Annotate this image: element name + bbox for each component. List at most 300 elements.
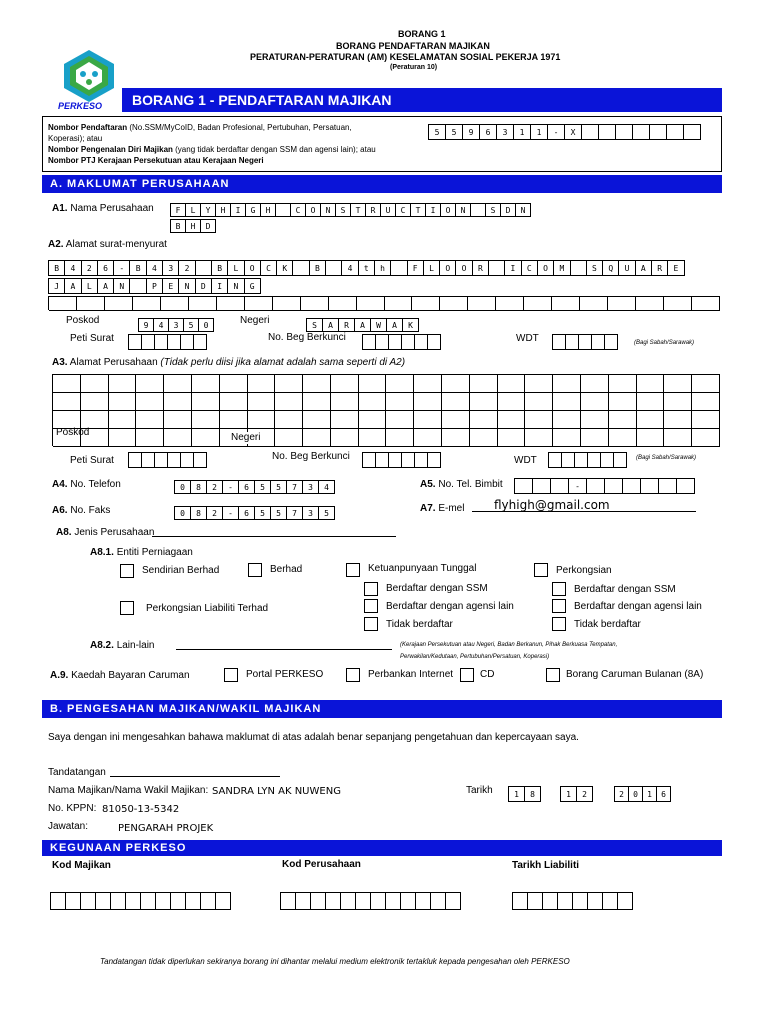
grid-cell[interactable] [664,429,692,447]
signature-underline[interactable] [110,776,280,777]
grid-cell[interactable] [273,297,301,311]
char-cell[interactable]: 5 [254,506,271,520]
grid-cell[interactable] [303,429,331,447]
char-cell[interactable]: 5 [254,480,271,494]
char-cell[interactable] [280,892,296,910]
char-cell[interactable]: 6 [238,506,255,520]
char-cell[interactable] [140,892,156,910]
char-cell[interactable] [154,334,168,350]
char-cell[interactable] [604,478,623,494]
char-cell[interactable] [586,478,605,494]
grid-cell[interactable] [248,375,276,393]
agensi1-checkbox[interactable] [364,599,378,613]
grid-cell[interactable] [412,297,440,311]
char-cell[interactable]: O [537,260,554,276]
grid-cell[interactable] [329,297,357,311]
grid-cell[interactable] [331,393,359,411]
char-cell[interactable]: R [472,260,489,276]
char-cell[interactable] [155,892,171,910]
char-cell[interactable]: Q [602,260,619,276]
email-value[interactable]: flyhigh@gmail.com [494,498,610,512]
grid-cell[interactable] [498,429,526,447]
grid-cell[interactable] [192,375,220,393]
char-cell[interactable]: R [651,260,668,276]
char-cell[interactable]: B [309,260,326,276]
char-cell[interactable]: H [185,219,201,233]
grid-cell[interactable] [164,393,192,411]
char-cell[interactable]: O [439,260,456,276]
char-cell[interactable]: N [227,278,244,294]
grid-cell[interactable] [525,393,553,411]
char-cell[interactable] [542,892,558,910]
char-cell[interactable] [676,478,695,494]
char-cell[interactable]: S [586,260,603,276]
perbankan-internet-checkbox[interactable] [346,668,360,682]
char-cell[interactable] [167,334,181,350]
grid-cell[interactable] [53,375,81,393]
char-cell[interactable] [602,892,618,910]
char-cell[interactable] [666,124,684,140]
char-cell[interactable]: B [170,219,186,233]
grid-cell[interactable] [136,429,164,447]
grid-cell[interactable] [192,429,220,447]
char-cell[interactable]: S [485,203,501,217]
char-cell[interactable] [572,892,588,910]
grid-cell[interactable] [470,411,498,429]
char-cell[interactable]: 6 [479,124,497,140]
char-cell[interactable] [598,124,616,140]
char-cell[interactable]: 5 [270,506,287,520]
grid-cell[interactable] [248,411,276,429]
grid-cell[interactable] [136,393,164,411]
char-cell[interactable]: O [440,203,456,217]
char-cell[interactable]: D [200,219,216,233]
char-cell[interactable] [65,892,81,910]
char-cell[interactable] [388,334,402,350]
char-cell[interactable]: 3 [162,260,179,276]
grid-cell[interactable] [109,411,137,429]
char-cell[interactable]: 1 [642,786,657,802]
char-cell[interactable]: 1 [508,786,525,802]
grid-cell[interactable] [553,393,581,411]
grid-cell[interactable] [220,411,248,429]
grid-cell[interactable] [470,429,498,447]
grid-cell[interactable] [109,375,137,393]
char-cell[interactable]: E [667,260,684,276]
char-cell[interactable] [649,124,667,140]
sendirian-berhad-checkbox[interactable] [120,564,134,578]
char-cell[interactable]: 0 [198,318,214,332]
char-cell[interactable] [414,334,428,350]
char-cell[interactable]: 6 [656,786,671,802]
char-cell[interactable] [587,452,601,468]
char-cell[interactable] [570,260,587,276]
char-cell[interactable] [215,892,231,910]
char-cell[interactable] [128,334,142,350]
char-cell[interactable]: L [81,278,98,294]
grid-cell[interactable] [359,375,387,393]
wdt-cells[interactable] [552,334,618,348]
char-cell[interactable] [561,452,575,468]
char-cell[interactable]: T [410,203,426,217]
char-cell[interactable] [80,892,96,910]
fax-cells[interactable] [174,506,335,520]
char-cell[interactable]: P [146,278,163,294]
grid-cell[interactable] [248,393,276,411]
tarikh-liabiliti-cells[interactable] [512,892,633,908]
char-cell[interactable]: - [222,506,239,520]
grid-cell[interactable] [386,393,414,411]
char-cell[interactable] [340,892,356,910]
grid-cell[interactable] [664,411,692,429]
grid-cell[interactable] [525,411,553,429]
char-cell[interactable] [445,892,461,910]
grid-cell[interactable] [609,429,637,447]
char-cell[interactable] [632,124,650,140]
grid-cell[interactable] [580,297,608,311]
char-cell[interactable] [310,892,326,910]
grid-cell[interactable] [53,393,81,411]
grid-cell[interactable] [105,297,133,311]
grid-cell[interactable] [525,429,553,447]
char-cell[interactable]: T [350,203,366,217]
char-cell[interactable] [180,334,194,350]
address-row2[interactable] [48,278,261,292]
agensi2-checkbox[interactable] [552,599,566,613]
char-cell[interactable]: h [374,260,391,276]
char-cell[interactable]: N [113,278,130,294]
char-cell[interactable]: A [64,278,81,294]
char-cell[interactable] [548,452,562,468]
poskod-cells[interactable] [138,318,214,332]
char-cell[interactable] [565,334,579,350]
char-cell[interactable] [125,892,141,910]
char-cell[interactable] [427,452,441,468]
char-cell[interactable]: t [358,260,375,276]
grid-cell[interactable] [220,393,248,411]
char-cell[interactable] [154,452,168,468]
kod-perusahaan-cells[interactable] [280,892,461,908]
char-cell[interactable]: 1 [530,124,548,140]
char-cell[interactable] [600,452,614,468]
char-cell[interactable]: F [170,203,186,217]
grid-cell[interactable] [109,393,137,411]
grid-cell[interactable] [637,411,665,429]
char-cell[interactable] [470,203,486,217]
char-cell[interactable]: A [635,260,652,276]
grid-cell[interactable] [692,429,720,447]
grid-cell[interactable] [245,297,273,311]
char-cell[interactable]: 7 [286,506,303,520]
char-cell[interactable]: F [407,260,424,276]
char-cell[interactable] [550,478,569,494]
grid-cell[interactable] [442,393,470,411]
char-cell[interactable]: 8 [524,786,541,802]
char-cell[interactable] [617,892,633,910]
char-cell[interactable]: 6 [97,260,114,276]
grid-cell[interactable] [692,411,720,429]
grid-cell[interactable] [414,375,442,393]
char-cell[interactable] [527,892,543,910]
tidak1-checkbox[interactable] [364,617,378,631]
char-cell[interactable] [95,892,111,910]
grid-cell[interactable] [303,375,331,393]
char-cell[interactable]: H [215,203,231,217]
char-cell[interactable] [552,334,566,350]
char-cell[interactable] [512,892,528,910]
grid-cell[interactable] [77,297,105,311]
grid-cell[interactable] [498,411,526,429]
char-cell[interactable] [488,260,505,276]
char-cell[interactable]: 1 [513,124,531,140]
char-cell[interactable]: 3 [302,506,319,520]
char-cell[interactable] [170,892,186,910]
char-cell[interactable] [167,452,181,468]
grid-cell[interactable] [440,297,468,311]
grid-cell[interactable] [581,375,609,393]
char-cell[interactable]: K [276,260,293,276]
grid-cell[interactable] [498,393,526,411]
char-cell[interactable] [50,892,66,910]
char-cell[interactable] [295,892,311,910]
char-cell[interactable]: 4 [318,480,335,494]
char-cell[interactable]: A [322,318,339,332]
grid-cell[interactable] [442,429,470,447]
grid-cell[interactable] [442,375,470,393]
char-cell[interactable] [292,260,309,276]
grid-cell[interactable] [608,297,636,311]
char-cell[interactable]: 4 [153,318,169,332]
grid-cell[interactable] [164,375,192,393]
grid-cell[interactable] [386,375,414,393]
grid-cell[interactable] [609,393,637,411]
char-cell[interactable]: 5 [270,480,287,494]
grid-cell[interactable] [637,375,665,393]
char-cell[interactable] [658,478,677,494]
char-cell[interactable] [578,334,592,350]
grid-cell[interactable] [414,411,442,429]
address-row1[interactable] [48,260,685,274]
grid-cell[interactable] [581,429,609,447]
grid-cell[interactable] [161,297,189,311]
grid-cell[interactable] [275,393,303,411]
grid-cell[interactable] [553,375,581,393]
char-cell[interactable]: 7 [286,480,303,494]
grid-cell[interactable] [192,393,220,411]
peti-surat-cells[interactable] [128,334,207,348]
tidak2-checkbox[interactable] [552,617,566,631]
char-cell[interactable]: L [423,260,440,276]
char-cell[interactable]: 1 [560,786,577,802]
char-cell[interactable]: 2 [206,506,223,520]
char-cell[interactable] [129,278,146,294]
char-cell[interactable]: N [515,203,531,217]
char-cell[interactable] [388,452,402,468]
char-cell[interactable] [200,892,216,910]
char-cell[interactable]: 4 [146,260,163,276]
grid-cell[interactable] [692,297,720,311]
char-cell[interactable]: 8 [190,506,207,520]
char-cell[interactable] [193,452,207,468]
beg-berkunci-cells[interactable] [362,334,441,348]
ssm2-checkbox[interactable] [552,582,566,596]
char-cell[interactable]: 6 [238,480,255,494]
grid-cell[interactable] [192,411,220,429]
registration-number-cells[interactable] [428,124,701,138]
char-cell[interactable] [613,452,627,468]
grid-cell[interactable] [385,297,413,311]
char-cell[interactable]: S [306,318,323,332]
char-cell[interactable]: - [568,478,587,494]
char-cell[interactable]: S [335,203,351,217]
char-cell[interactable]: O [305,203,321,217]
char-cell[interactable]: 0 [174,480,191,494]
grid-cell[interactable] [524,297,552,311]
char-cell[interactable]: O [455,260,472,276]
char-cell[interactable]: - [113,260,130,276]
char-cell[interactable]: 4 [64,260,81,276]
char-cell[interactable]: G [245,203,261,217]
char-cell[interactable] [401,452,415,468]
company-name-row1[interactable] [170,203,531,217]
phone-cells[interactable] [174,480,335,494]
char-cell[interactable]: 5 [318,506,335,520]
char-cell[interactable]: C [521,260,538,276]
grid-cell[interactable] [331,429,359,447]
grid-cell[interactable] [81,393,109,411]
ssm1-checkbox[interactable] [364,582,378,596]
perkongsian-checkbox[interactable] [534,563,548,577]
char-cell[interactable]: R [365,203,381,217]
char-cell[interactable] [400,892,416,910]
char-cell[interactable]: 2 [178,260,195,276]
char-cell[interactable]: 2 [576,786,593,802]
grid-cell[interactable] [609,411,637,429]
ketuanpunyaan-tunggal-checkbox[interactable] [346,563,360,577]
char-cell[interactable]: 5 [445,124,463,140]
mobile-cells[interactable] [514,478,695,492]
date-day-cells[interactable] [508,786,541,800]
char-cell[interactable] [180,452,194,468]
char-cell[interactable]: K [402,318,419,332]
char-cell[interactable] [141,452,155,468]
grid-cell[interactable] [359,411,387,429]
char-cell[interactable] [514,478,533,494]
berhad-checkbox[interactable] [248,563,262,577]
char-cell[interactable] [640,478,659,494]
char-cell[interactable] [415,892,431,910]
char-cell[interactable] [195,260,212,276]
char-cell[interactable] [414,452,428,468]
grid-cell[interactable] [303,411,331,429]
char-cell[interactable] [581,124,599,140]
grid-cell[interactable] [331,375,359,393]
char-cell[interactable]: N [455,203,471,217]
grid-cell[interactable] [301,297,329,311]
char-cell[interactable] [325,260,342,276]
char-cell[interactable] [557,892,573,910]
grid-cell[interactable] [664,375,692,393]
char-cell[interactable] [275,203,291,217]
char-cell[interactable] [110,892,126,910]
char-cell[interactable] [591,334,605,350]
grid-cell[interactable] [553,411,581,429]
llp-checkbox[interactable] [120,601,134,615]
grid-cell[interactable] [357,297,385,311]
char-cell[interactable]: N [178,278,195,294]
grid-cell[interactable] [552,297,580,311]
char-cell[interactable]: 3 [302,480,319,494]
char-cell[interactable]: N [320,203,336,217]
char-cell[interactable]: 5 [428,124,446,140]
cd-checkbox[interactable] [460,668,474,682]
char-cell[interactable]: 4 [341,260,358,276]
char-cell[interactable] [185,892,201,910]
char-cell[interactable] [370,892,386,910]
char-cell[interactable] [390,260,407,276]
grid-cell[interactable] [414,393,442,411]
char-cell[interactable]: 3 [496,124,514,140]
char-cell[interactable]: 2 [614,786,629,802]
negeri-cells[interactable] [306,318,419,332]
grid-cell[interactable] [442,411,470,429]
char-cell[interactable]: I [504,260,521,276]
grid-cell[interactable] [275,429,303,447]
grid-cell[interactable] [581,393,609,411]
char-cell[interactable]: L [185,203,201,217]
company-name-row2[interactable] [170,219,216,233]
grid-cell[interactable] [664,393,692,411]
grid-cell[interactable] [414,429,442,447]
grid-cell[interactable] [220,375,248,393]
char-cell[interactable] [604,334,618,350]
grid-cell[interactable] [386,411,414,429]
char-cell[interactable]: M [553,260,570,276]
char-cell[interactable]: 2 [206,480,223,494]
char-cell[interactable] [401,334,415,350]
char-cell[interactable] [375,334,389,350]
grid-cell[interactable] [581,411,609,429]
char-cell[interactable] [587,892,603,910]
grid-cell[interactable] [609,375,637,393]
peti2-cells[interactable] [128,452,207,466]
grid-cell[interactable] [81,375,109,393]
grid-cell[interactable] [470,393,498,411]
grid-cell[interactable] [359,429,387,447]
char-cell[interactable] [141,334,155,350]
grid-cell[interactable] [496,297,524,311]
char-cell[interactable]: 9 [138,318,154,332]
grid-cell[interactable] [553,429,581,447]
char-cell[interactable]: H [260,203,276,217]
grid-cell[interactable] [109,429,137,447]
char-cell[interactable] [622,478,641,494]
char-cell[interactable]: C [395,203,411,217]
grid-cell[interactable] [692,375,720,393]
char-cell[interactable] [427,334,441,350]
char-cell[interactable]: A [97,278,114,294]
a3-address-grid[interactable] [52,374,720,446]
grid-cell[interactable] [637,429,665,447]
grid-cell[interactable] [275,375,303,393]
char-cell[interactable]: U [380,203,396,217]
char-cell[interactable] [532,478,551,494]
grid-cell[interactable] [136,411,164,429]
wdt2-cells[interactable] [548,452,627,466]
grid-cell[interactable] [136,375,164,393]
char-cell[interactable]: - [222,480,239,494]
date-year-cells[interactable] [614,786,671,800]
